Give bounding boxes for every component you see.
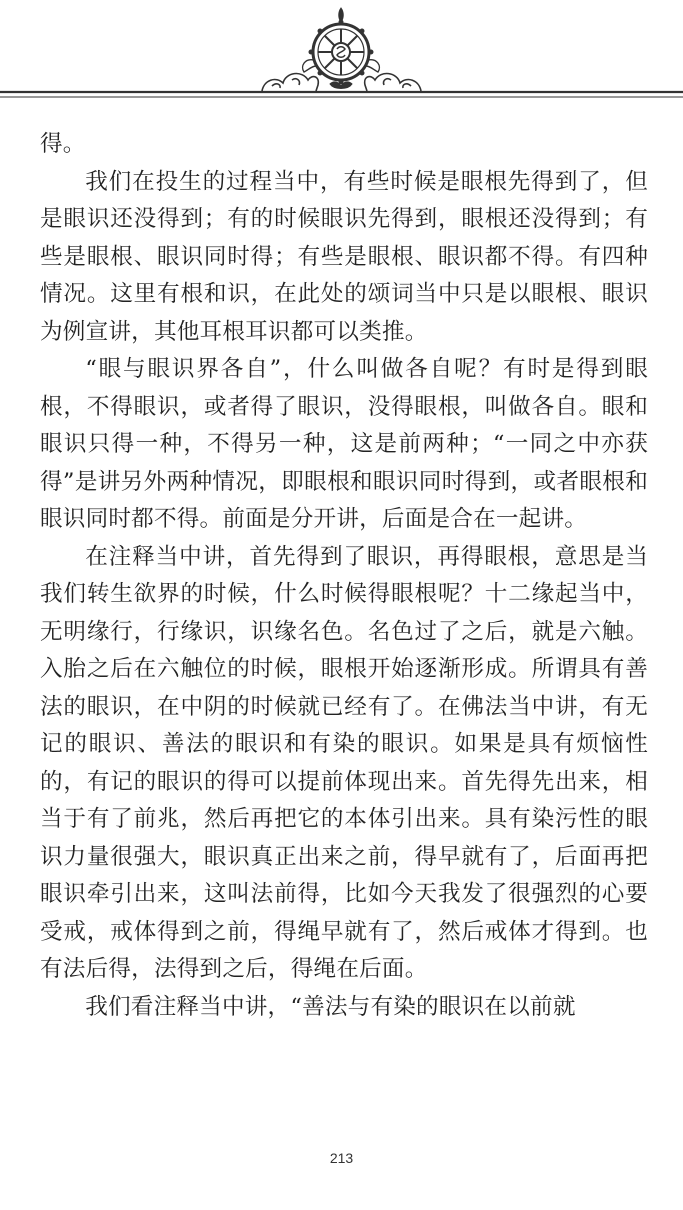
body-paragraph: 我们在投生的过程当中，有些时候是眼根先得到了，但是眼识还没得到；有的时候眼识先得到，眼根还没得到；有些是眼根、眼识同时得；有些是眼根、眼识都不得。有四种情况。这里有根和识，在此处的颂词当中只是以眼根、眼识为例宣讲，其他耳根耳识都可以类推。 — [40, 168, 648, 345]
body-paragraph: 得。 — [40, 131, 86, 157]
page-body — [40, 126, 648, 1026]
header-ornament — [0, 0, 683, 110]
page-header — [0, 0, 683, 110]
body-paragraph: “眼与眼识界各自”，什么叫做各自呢？有时是得到眼根，不得眼识，或者得了眼识，没得眼根，叫做各自。眼和眼识只得一种，不得另一种，这是前两种；“一同之中亦获得”是讲另外两种情况，即眼根和眼识同时得到，或者眼根和眼识同时都不得。前面是分开讲，后面是合在一起讲。 — [40, 356, 648, 532]
right-cloud-icon — [365, 74, 421, 91]
page-number: 213 — [329, 1150, 354, 1166]
body-paragraph: 在注释当中讲，首先得到了眼识，再得眼根，意思是当我们转生欲界的时候，什么时候得眼根呢？十二缘起当中，无明缘行，行缘识，识缘名色。名色过了之后，就是六触。入胎之后在六触位的时候，眼根开始逐渐形成。所谓具有善法的眼识，在中阴的时候就已经有了。在佛法当中讲，有无记的眼识、善法的眼识和有染的眼识。如果是具有烦恼性的，有记的眼识的得可以提前体现出来。首先得先出来，相当于有了前兆，然后再把它的本体引出来。具有染污性的眼识力量很强大，眼识真正出来之前，得早就有了，后面再把眼识牵引出来，这叫法前得，比如今天我发了很强烈的心要受戒，戒体得到之前，得绳早就有了，然后戒体才得到。也有法后得，法得到之后，得绳在后面。 — [40, 543, 648, 982]
left-cloud-icon — [262, 74, 318, 91]
body-paragraph: 我们看注释当中讲，“善法与有染的眼识在以前就 — [85, 993, 576, 1020]
